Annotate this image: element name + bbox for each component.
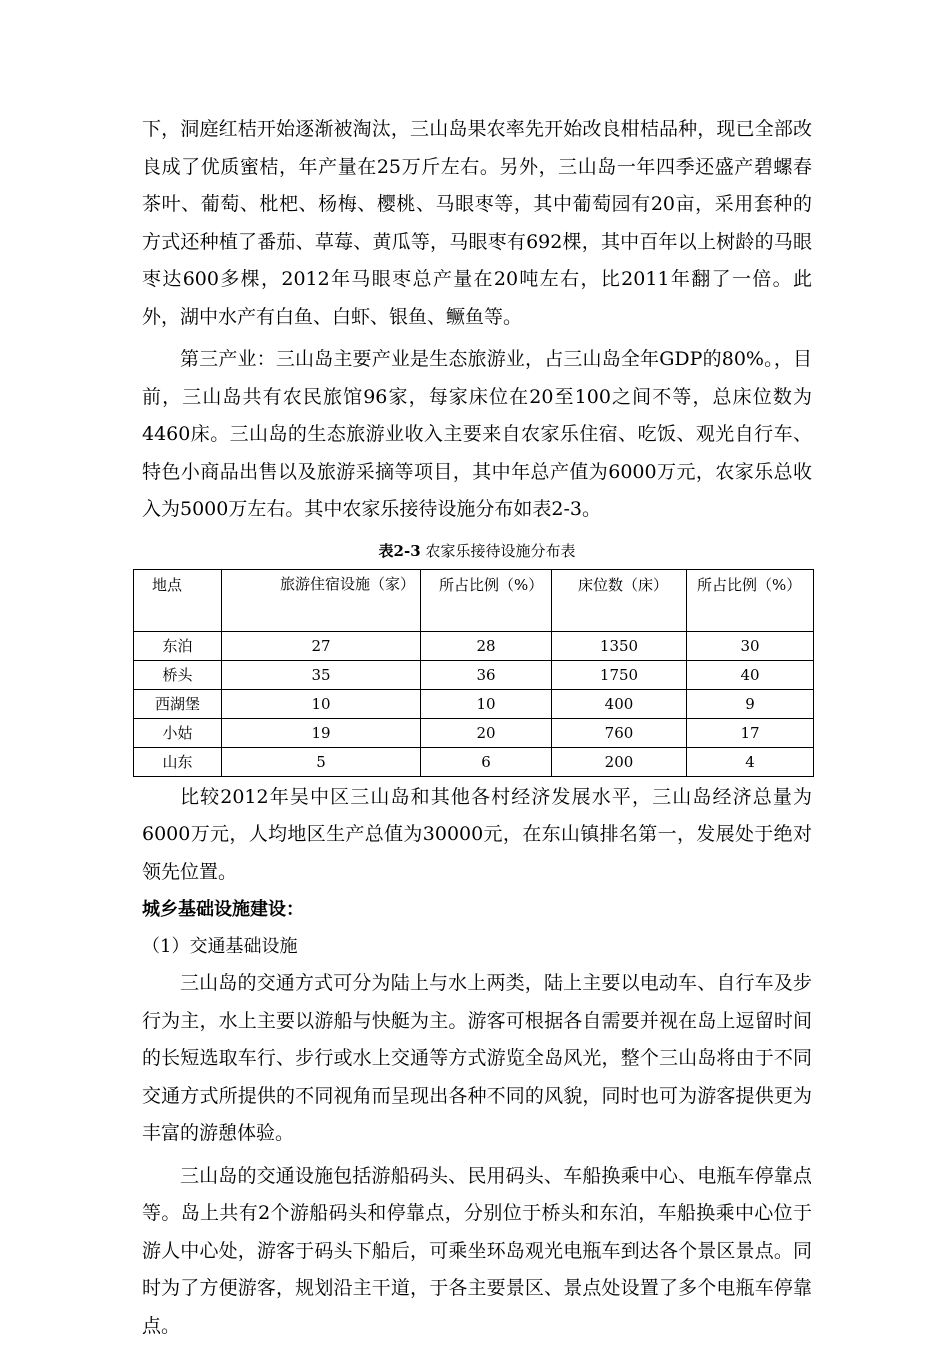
paragraph-economic-comparison: 比较2012年吴中区三山岛和其他各村经济发展水平，三山岛经济总量为6000万元，人均地区生产总值为30000元，在东山镇排名第一，发展处于绝对领先位置。 <box>142 779 812 892</box>
table-cell: 27 <box>222 631 421 660</box>
table-caption-title: 农家乐接待设施分布表 <box>425 542 575 560</box>
paragraph-tertiary-industry: 第三产业：三山岛主要产业是生态旅游业，占三山岛全年GDP的80%。，目前，三山岛共有农民旅馆96家，每家床位在20至100之间不等，总床位数为4460床。三山岛的生态旅游业收入主要来自农家乐住宿、吃饭、观光自行车、特色小商品出售以及旅游采摘等项目，其中年总产值为6000万元，农家乐总收入为5000万左右。其中农家乐接待设施分布如表2-3。 <box>142 341 812 529</box>
table-cell: 10 <box>421 689 552 718</box>
section-subheading: （1）交通基础设施 <box>142 928 812 965</box>
table-cell: 西湖堡 <box>134 689 222 718</box>
table-cell: 东泊 <box>134 631 222 660</box>
paragraph-transport-modes: 三山岛的交通方式可分为陆上与水上两类，陆上主要以电动车、自行车及步行为主，水上主要以游船与快艇为主。游客可根据各自需要并视在岛上逗留时间的长短选取车行、步行或水上交通等方式游览全岛风光，整个三山岛将由于不同交通方式所提供的不同视角而呈现出各种不同的风貌，同时也可为游客提供更为丰富的游憩体验。 <box>142 965 812 1153</box>
table-cell: 760 <box>552 718 687 747</box>
table-header-cell: 地点 <box>134 569 222 631</box>
table-cell: 1350 <box>552 631 687 660</box>
table-cell: 桥头 <box>134 660 222 689</box>
table-row <box>134 747 814 776</box>
section-heading: 城乡基础设施建设： <box>142 891 812 928</box>
table-cell: 17 <box>687 718 814 747</box>
document-page <box>142 0 812 1345</box>
table-cell: 19 <box>222 718 421 747</box>
table-header-row <box>134 569 814 631</box>
table-cell: 36 <box>421 660 552 689</box>
table-cell: 6 <box>421 747 552 776</box>
table-cell: 200 <box>552 747 687 776</box>
table-cell: 28 <box>421 631 552 660</box>
table-cell: 1750 <box>552 660 687 689</box>
table-row <box>134 631 814 660</box>
table-cell: 10 <box>222 689 421 718</box>
table-caption-number: 表2-3 <box>379 542 421 560</box>
table-cell: 4 <box>687 747 814 776</box>
table-row <box>134 718 814 747</box>
table-cell: 20 <box>421 718 552 747</box>
paragraph-agriculture: 下，洞庭红桔开始逐渐被淘汰，三山岛果农率先开始改良柑桔品种，现已全部改良成了优质蜜桔，年产量在25万斤左右。另外，三山岛一年四季还盛产碧螺春茶叶、葡萄、枇杷、杨梅、樱桃、马眼枣等，其中葡萄园有20亩，采用套种的方式还种植了番茄、草莓、黄瓜等，马眼枣有692棵，其中百年以上树龄的马眼枣达600多棵，2012年马眼枣总产量在20吨左右，比2011年翻了一倍。此外，湖中水产有白鱼、白虾、银鱼、鳜鱼等。 <box>142 111 812 336</box>
table-cell: 5 <box>222 747 421 776</box>
table-caption <box>142 540 812 562</box>
table-cell: 30 <box>687 631 814 660</box>
table-header-cell: 所占比例（%） <box>687 569 814 631</box>
table-cell: 山东 <box>134 747 222 776</box>
facility-table <box>133 569 814 777</box>
table-cell: 9 <box>687 689 814 718</box>
table-header-cell: 所占比例（%） <box>421 569 552 631</box>
table-row <box>134 660 814 689</box>
table-cell: 400 <box>552 689 687 718</box>
table-header-cell: 旅游住宿设施（家） <box>222 569 421 631</box>
table-header-cell: 床位数（床） <box>552 569 687 631</box>
table-row <box>134 689 814 718</box>
paragraph-transport-facilities: 三山岛的交通设施包括游船码头、民用码头、车船换乘中心、电瓶车停靠点等。岛上共有2个游船码头和停靠点，分别位于桥头和东泊，车船换乘中心位于游人中心处，游客于码头下船后，可乘坐环岛观光电瓶车到达各个景区景点。同时为了方便游客，规划沿主干道，于各主要景区、景点处设置了多个电瓶车停靠点。 <box>142 1158 812 1345</box>
table-cell: 40 <box>687 660 814 689</box>
table-cell: 小姑 <box>134 718 222 747</box>
table-cell: 35 <box>222 660 421 689</box>
